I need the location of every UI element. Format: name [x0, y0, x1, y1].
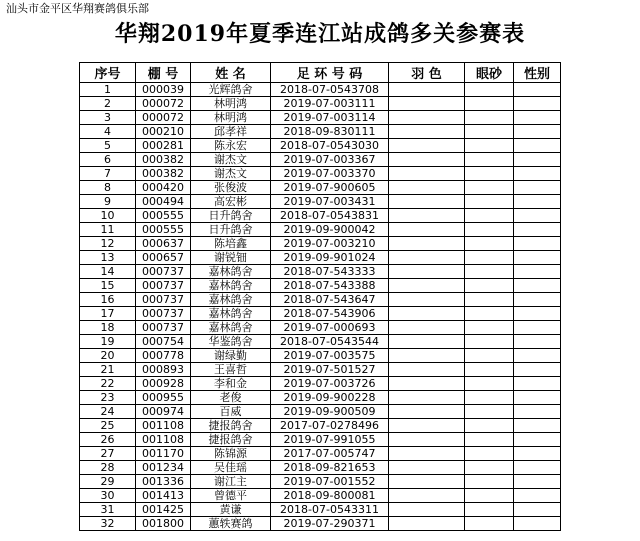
cell-index: 14 [80, 265, 136, 279]
table-row [80, 125, 561, 139]
cell-index: 4 [80, 125, 136, 139]
cell-ring-number: 2019-07-003431 [271, 195, 389, 209]
cell-eye-sand [465, 139, 514, 153]
table-row [80, 251, 561, 265]
cell-owner-name: 日升鸽舍 [191, 209, 271, 223]
table-row [80, 461, 561, 475]
col-loft-header: 棚 号 [136, 63, 191, 83]
cell-feather-color [389, 237, 465, 251]
cell-index: 6 [80, 153, 136, 167]
cell-index: 28 [80, 461, 136, 475]
cell-ring-number: 2018-07-0543708 [271, 83, 389, 97]
cell-owner-name: 李和金 [191, 377, 271, 391]
cell-eye-sand [465, 475, 514, 489]
table-row [80, 321, 561, 335]
cell-ring-number: 2019-07-001552 [271, 475, 389, 489]
cell-sex [514, 475, 561, 489]
cell-sex [514, 503, 561, 517]
cell-loft-number: 000737 [136, 293, 191, 307]
cell-eye-sand [465, 125, 514, 139]
cell-owner-name: 林明鸿 [191, 111, 271, 125]
cell-ring-number: 2019-07-000693 [271, 321, 389, 335]
table-row [80, 377, 561, 391]
cell-ring-number: 2018-07-543906 [271, 307, 389, 321]
cell-ring-number: 2019-07-003575 [271, 349, 389, 363]
cell-feather-color [389, 139, 465, 153]
cell-owner-name: 黄谦 [191, 503, 271, 517]
cell-eye-sand [465, 363, 514, 377]
cell-ring-number: 2019-09-900228 [271, 391, 389, 405]
cell-feather-color [389, 153, 465, 167]
table-row [80, 181, 561, 195]
cell-owner-name: 蕙轶赛鸽 [191, 517, 271, 531]
cell-ring-number: 2018-07-0543311 [271, 503, 389, 517]
table-header-row [80, 63, 561, 83]
cell-sex [514, 265, 561, 279]
table-row [80, 363, 561, 377]
cell-index: 7 [80, 167, 136, 181]
table-row [80, 139, 561, 153]
col-name-header: 姓 名 [191, 63, 271, 83]
cell-sex [514, 391, 561, 405]
cell-eye-sand [465, 349, 514, 363]
table-row [80, 237, 561, 251]
cell-eye-sand [465, 181, 514, 195]
cell-loft-number: 000382 [136, 153, 191, 167]
cell-eye-sand [465, 405, 514, 419]
cell-index: 29 [80, 475, 136, 489]
cell-owner-name: 邱孝祥 [191, 125, 271, 139]
cell-ring-number: 2019-07-501527 [271, 363, 389, 377]
cell-loft-number: 000637 [136, 237, 191, 251]
cell-feather-color [389, 475, 465, 489]
cell-eye-sand [465, 209, 514, 223]
cell-loft-number: 000210 [136, 125, 191, 139]
cell-eye-sand [465, 517, 514, 531]
cell-index: 30 [80, 489, 136, 503]
table-row [80, 265, 561, 279]
cell-feather-color [389, 83, 465, 97]
cell-index: 5 [80, 139, 136, 153]
cell-sex [514, 335, 561, 349]
table-row [80, 391, 561, 405]
cell-index: 1 [80, 83, 136, 97]
table-row [80, 111, 561, 125]
cell-owner-name: 嘉林鸽舍 [191, 321, 271, 335]
table-row [80, 433, 561, 447]
cell-sex [514, 167, 561, 181]
cell-owner-name: 曾德平 [191, 489, 271, 503]
cell-feather-color [389, 223, 465, 237]
cell-sex [514, 251, 561, 265]
col-index-header: 序号 [80, 63, 136, 83]
cell-feather-color [389, 363, 465, 377]
cell-sex [514, 181, 561, 195]
table-row [80, 517, 561, 531]
cell-eye-sand [465, 489, 514, 503]
cell-loft-number: 001413 [136, 489, 191, 503]
table-row [80, 209, 561, 223]
cell-owner-name: 嘉林鸽舍 [191, 265, 271, 279]
cell-ring-number: 2019-07-003111 [271, 97, 389, 111]
cell-feather-color [389, 167, 465, 181]
cell-owner-name: 谢绿勤 [191, 349, 271, 363]
cell-loft-number: 000737 [136, 279, 191, 293]
cell-index: 11 [80, 223, 136, 237]
cell-sex [514, 237, 561, 251]
table-row [80, 153, 561, 167]
cell-eye-sand [465, 223, 514, 237]
cell-eye-sand [465, 83, 514, 97]
cell-loft-number: 001108 [136, 419, 191, 433]
cell-owner-name: 捷报鸽舍 [191, 433, 271, 447]
cell-feather-color [389, 503, 465, 517]
cell-sex [514, 489, 561, 503]
cell-ring-number: 2018-09-830111 [271, 125, 389, 139]
cell-feather-color [389, 391, 465, 405]
cell-owner-name: 吴佳瑶 [191, 461, 271, 475]
cell-sex [514, 349, 561, 363]
cell-eye-sand [465, 153, 514, 167]
cell-eye-sand [465, 195, 514, 209]
cell-index: 17 [80, 307, 136, 321]
cell-eye-sand [465, 279, 514, 293]
cell-loft-number: 000974 [136, 405, 191, 419]
cell-loft-number: 001170 [136, 447, 191, 461]
cell-owner-name: 华鉴鸽舍 [191, 335, 271, 349]
cell-owner-name: 陈锦源 [191, 447, 271, 461]
cell-owner-name: 捷报鸽舍 [191, 419, 271, 433]
cell-eye-sand [465, 237, 514, 251]
cell-eye-sand [465, 321, 514, 335]
cell-index: 9 [80, 195, 136, 209]
table-row [80, 293, 561, 307]
cell-eye-sand [465, 461, 514, 475]
cell-eye-sand [465, 251, 514, 265]
cell-ring-number: 2018-07-0543831 [271, 209, 389, 223]
cell-sex [514, 139, 561, 153]
cell-index: 18 [80, 321, 136, 335]
cell-index: 27 [80, 447, 136, 461]
cell-loft-number: 000778 [136, 349, 191, 363]
cell-feather-color [389, 377, 465, 391]
cell-owner-name: 嘉林鸽舍 [191, 279, 271, 293]
cell-loft-number: 000494 [136, 195, 191, 209]
col-ring-header: 足 环 号 码 [271, 63, 389, 83]
cell-feather-color [389, 349, 465, 363]
cell-sex [514, 195, 561, 209]
cell-sex [514, 405, 561, 419]
col-sex-header: 性别 [514, 63, 561, 83]
cell-sex [514, 153, 561, 167]
cell-owner-name: 林明鸿 [191, 97, 271, 111]
cell-ring-number: 2019-07-003367 [271, 153, 389, 167]
cell-sex [514, 97, 561, 111]
cell-eye-sand [465, 391, 514, 405]
cell-index: 25 [80, 419, 136, 433]
table-row [80, 405, 561, 419]
cell-ring-number: 2018-07-0543030 [271, 139, 389, 153]
cell-ring-number: 2017-07-005747 [271, 447, 389, 461]
cell-eye-sand [465, 293, 514, 307]
cell-index: 15 [80, 279, 136, 293]
cell-index: 22 [80, 377, 136, 391]
cell-index: 26 [80, 433, 136, 447]
cell-index: 3 [80, 111, 136, 125]
cell-ring-number: 2019-07-003726 [271, 377, 389, 391]
cell-sex [514, 433, 561, 447]
cell-loft-number: 000555 [136, 223, 191, 237]
cell-eye-sand [465, 335, 514, 349]
cell-loft-number: 000420 [136, 181, 191, 195]
table-row [80, 223, 561, 237]
cell-sex [514, 419, 561, 433]
cell-owner-name: 陈永宏 [191, 139, 271, 153]
cell-ring-number: 2018-07-543388 [271, 279, 389, 293]
table-row [80, 489, 561, 503]
cell-sex [514, 125, 561, 139]
cell-index: 8 [80, 181, 136, 195]
cell-loft-number: 000737 [136, 321, 191, 335]
cell-feather-color [389, 195, 465, 209]
col-color-header: 羽 色 [389, 63, 465, 83]
cell-eye-sand [465, 97, 514, 111]
cell-owner-name: 谢杰文 [191, 153, 271, 167]
cell-loft-number: 000754 [136, 335, 191, 349]
cell-owner-name: 谢锐钿 [191, 251, 271, 265]
cell-loft-number: 000737 [136, 307, 191, 321]
cell-ring-number: 2019-09-900509 [271, 405, 389, 419]
cell-sex [514, 223, 561, 237]
cell-ring-number: 2018-07-0543544 [271, 335, 389, 349]
cell-index: 21 [80, 363, 136, 377]
table-row [80, 419, 561, 433]
cell-owner-name: 王喜哲 [191, 363, 271, 377]
cell-loft-number: 001336 [136, 475, 191, 489]
cell-index: 2 [80, 97, 136, 111]
cell-ring-number: 2018-09-800081 [271, 489, 389, 503]
cell-index: 16 [80, 293, 136, 307]
cell-feather-color [389, 111, 465, 125]
cell-owner-name: 谢江主 [191, 475, 271, 489]
cell-loft-number: 000039 [136, 83, 191, 97]
cell-ring-number: 2019-07-003114 [271, 111, 389, 125]
cell-sex [514, 461, 561, 475]
cell-eye-sand [465, 111, 514, 125]
cell-feather-color [389, 517, 465, 531]
cell-index: 13 [80, 251, 136, 265]
cell-feather-color [389, 181, 465, 195]
cell-sex [514, 293, 561, 307]
cell-loft-number: 000072 [136, 111, 191, 125]
table-row [80, 475, 561, 489]
table-row [80, 349, 561, 363]
col-eye-header: 眼砂 [465, 63, 514, 83]
cell-feather-color [389, 447, 465, 461]
cell-sex [514, 307, 561, 321]
cell-feather-color [389, 97, 465, 111]
cell-sex [514, 209, 561, 223]
entry-table [79, 62, 561, 531]
cell-feather-color [389, 293, 465, 307]
cell-feather-color [389, 279, 465, 293]
cell-ring-number: 2019-07-003370 [271, 167, 389, 181]
cell-loft-number: 001108 [136, 433, 191, 447]
cell-eye-sand [465, 377, 514, 391]
cell-feather-color [389, 251, 465, 265]
cell-loft-number: 001800 [136, 517, 191, 531]
cell-loft-number: 000382 [136, 167, 191, 181]
cell-ring-number: 2019-07-991055 [271, 433, 389, 447]
table-row [80, 447, 561, 461]
table-row [80, 167, 561, 181]
cell-eye-sand [465, 419, 514, 433]
cell-sex [514, 377, 561, 391]
cell-ring-number: 2019-07-900605 [271, 181, 389, 195]
cell-index: 10 [80, 209, 136, 223]
cell-sex [514, 363, 561, 377]
cell-eye-sand [465, 167, 514, 181]
cell-loft-number: 000555 [136, 209, 191, 223]
table-row [80, 279, 561, 293]
cell-owner-name: 嘉林鸽舍 [191, 307, 271, 321]
cell-ring-number: 2019-09-901024 [271, 251, 389, 265]
cell-loft-number: 001425 [136, 503, 191, 517]
cell-sex [514, 517, 561, 531]
cell-loft-number: 000928 [136, 377, 191, 391]
cell-feather-color [389, 461, 465, 475]
cell-owner-name: 张俊波 [191, 181, 271, 195]
cell-owner-name: 老俊 [191, 391, 271, 405]
cell-eye-sand [465, 503, 514, 517]
cell-eye-sand [465, 447, 514, 461]
cell-loft-number: 000281 [136, 139, 191, 153]
cell-ring-number: 2018-07-543333 [271, 265, 389, 279]
cell-feather-color [389, 125, 465, 139]
cell-loft-number: 001234 [136, 461, 191, 475]
cell-sex [514, 111, 561, 125]
cell-index: 32 [80, 517, 136, 531]
cell-loft-number: 000072 [136, 97, 191, 111]
cell-sex [514, 447, 561, 461]
cell-ring-number: 2018-09-821653 [271, 461, 389, 475]
cell-index: 20 [80, 349, 136, 363]
cell-sex [514, 83, 561, 97]
cell-feather-color [389, 265, 465, 279]
table-row [80, 335, 561, 349]
cell-owner-name: 谢杰文 [191, 167, 271, 181]
cell-owner-name: 光辉鸽舍 [191, 83, 271, 97]
cell-eye-sand [465, 433, 514, 447]
cell-feather-color [389, 307, 465, 321]
cell-feather-color [389, 419, 465, 433]
cell-loft-number: 000657 [136, 251, 191, 265]
cell-ring-number: 2019-09-900042 [271, 223, 389, 237]
cell-ring-number: 2017-07-0278496 [271, 419, 389, 433]
cell-owner-name: 日升鸽舍 [191, 223, 271, 237]
cell-loft-number: 000737 [136, 265, 191, 279]
cell-owner-name: 高宏彬 [191, 195, 271, 209]
cell-index: 23 [80, 391, 136, 405]
cell-feather-color [389, 489, 465, 503]
table-row [80, 97, 561, 111]
cell-owner-name: 嘉林鸽舍 [191, 293, 271, 307]
cell-ring-number: 2019-07-003210 [271, 237, 389, 251]
organization-name: 汕头市金平区华翔赛鸽俱乐部 [6, 2, 149, 15]
cell-index: 12 [80, 237, 136, 251]
cell-loft-number: 000955 [136, 391, 191, 405]
cell-ring-number: 2019-07-290371 [271, 517, 389, 531]
cell-eye-sand [465, 265, 514, 279]
cell-ring-number: 2018-07-543647 [271, 293, 389, 307]
table-row [80, 195, 561, 209]
cell-index: 24 [80, 405, 136, 419]
cell-feather-color [389, 405, 465, 419]
cell-owner-name: 陈培鑫 [191, 237, 271, 251]
cell-feather-color [389, 321, 465, 335]
cell-eye-sand [465, 307, 514, 321]
cell-feather-color [389, 209, 465, 223]
page-title: 华翔2019年夏季连江站成鸽多关参赛表 [114, 21, 526, 47]
table-row [80, 503, 561, 517]
cell-owner-name: 百威 [191, 405, 271, 419]
cell-sex [514, 279, 561, 293]
table-row [80, 83, 561, 97]
table-row [80, 307, 561, 321]
cell-index: 31 [80, 503, 136, 517]
cell-feather-color [389, 433, 465, 447]
cell-loft-number: 000893 [136, 363, 191, 377]
cell-index: 19 [80, 335, 136, 349]
cell-feather-color [389, 335, 465, 349]
cell-sex [514, 321, 561, 335]
